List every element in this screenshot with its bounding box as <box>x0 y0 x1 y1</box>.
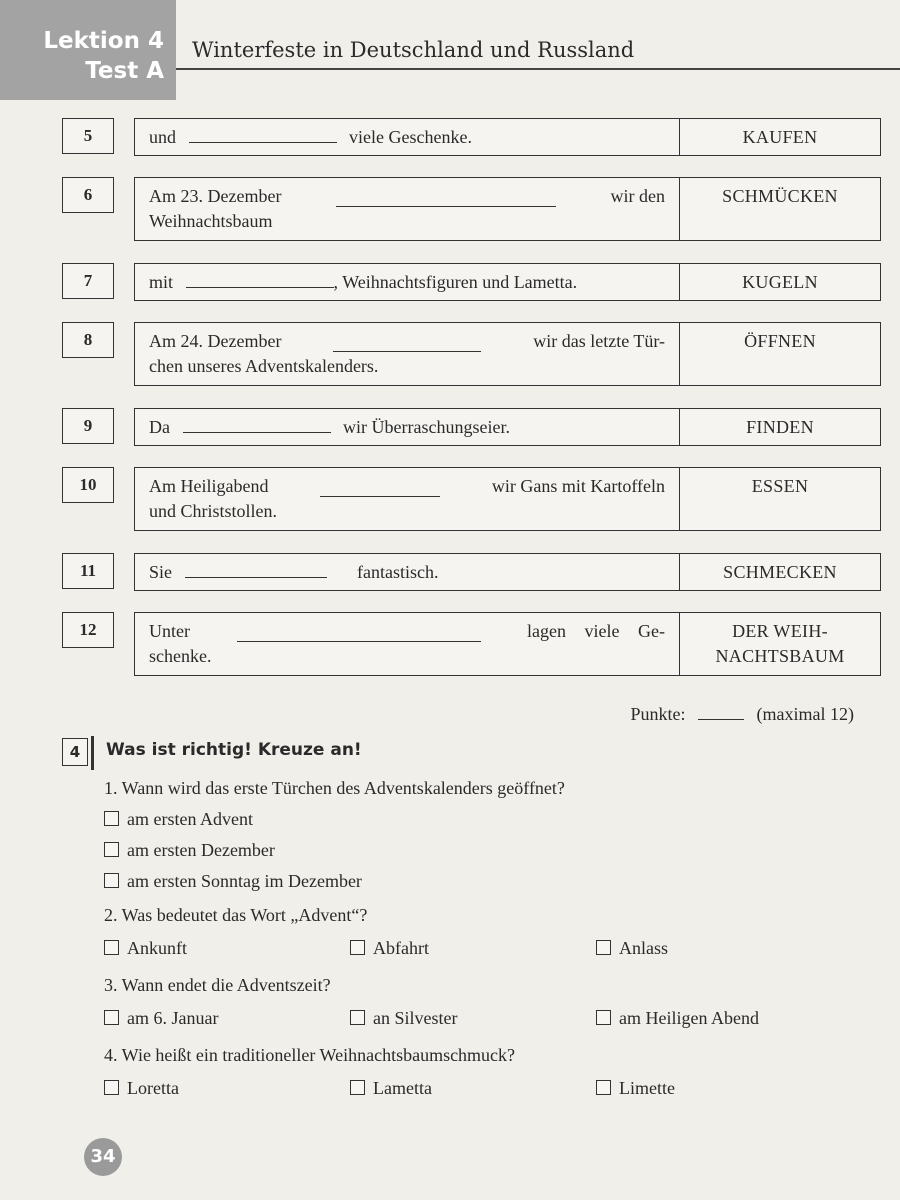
checkbox-icon[interactable] <box>596 1080 611 1095</box>
sentence-cell <box>134 322 680 386</box>
option-label: am ersten Advent <box>127 809 253 829</box>
option-checkbox[interactable] <box>104 938 187 959</box>
page-number: 34 <box>84 1138 122 1176</box>
option-checkbox[interactable] <box>104 840 275 861</box>
option-label: am ersten Dezember <box>127 840 275 860</box>
points-label: Punkte: <box>630 704 686 724</box>
answer-blank[interactable] <box>183 418 331 433</box>
checkbox-icon[interactable] <box>596 940 611 955</box>
verb-cell: ÖFFNEN <box>679 322 881 386</box>
question-1: 1. Wann wird das erste Türchen des Adventskalenders geöffnet? <box>104 778 565 798</box>
test-label: Test A <box>85 58 164 84</box>
option-label: Anlass <box>619 938 668 958</box>
lesson-tab <box>0 0 176 100</box>
option-label: am ersten Sonntag im Dezember <box>127 871 362 891</box>
page-title: Winterfeste in Deutschland und Russland <box>192 38 635 62</box>
row-number: 7 <box>62 263 114 299</box>
option-label: Ankunft <box>127 938 187 958</box>
sentence-cell <box>134 263 680 301</box>
verb-cell: SCHMECKEN <box>679 553 881 591</box>
option-label: am Heiligen Abend <box>619 1008 759 1028</box>
checkbox-icon[interactable] <box>350 1010 365 1025</box>
verb-cell: KAUFEN <box>679 118 881 156</box>
sentence-cell <box>134 408 680 446</box>
sentence-before: Unter <box>149 621 190 641</box>
answer-blank[interactable] <box>186 273 334 288</box>
option-label: Loretta <box>127 1078 179 1098</box>
sentence-line2: schenke. <box>149 646 212 666</box>
verb-cell: ESSEN <box>679 467 881 531</box>
checkbox-icon[interactable] <box>104 1010 119 1025</box>
checkbox-icon[interactable] <box>350 940 365 955</box>
option-checkbox[interactable] <box>596 1078 675 1099</box>
question-4: 4. Wie heißt ein traditioneller Weihnachtsbaumschmuck? <box>104 1045 516 1065</box>
sentence-cell <box>134 118 680 156</box>
option-checkbox[interactable] <box>350 1008 457 1029</box>
option-checkbox[interactable] <box>104 809 253 830</box>
option-label: Lametta <box>373 1078 432 1098</box>
sentence-line2: und Christstollen. <box>149 501 278 521</box>
sentence-before: Am Heiligabend <box>149 476 269 496</box>
sentence-line2: Weihnachtsbaum <box>149 211 273 231</box>
sentence-after: lagen viele Ge- <box>527 621 665 641</box>
sentence-cell <box>134 467 680 531</box>
lesson-label: Lektion 4 <box>43 28 164 54</box>
checkbox-icon[interactable] <box>104 940 119 955</box>
row-number: 10 <box>62 467 114 503</box>
task-title: Was ist richtig! Kreuze an! <box>106 740 362 760</box>
answer-blank[interactable] <box>185 563 327 578</box>
option-checkbox[interactable] <box>596 938 668 959</box>
header-divider <box>176 68 900 70</box>
sentence-cell <box>134 553 680 591</box>
option-label: Abfahrt <box>373 938 429 958</box>
sentence-after: viele Geschenke. <box>349 127 472 147</box>
sentence-before: Am 24. Dezember <box>149 331 282 351</box>
sentence-after: fantastisch. <box>357 562 439 582</box>
sentence-after: wir Gans mit Kartoffeln <box>491 476 665 496</box>
answer-blank[interactable] <box>189 128 337 143</box>
verb-line2: NACHTSBAUM <box>715 646 845 666</box>
checkbox-icon[interactable] <box>104 842 119 857</box>
row-number: 5 <box>62 118 114 154</box>
points-max: (maximal 12) <box>756 704 854 724</box>
sentence-after: , Weihnachtsfiguren und Lametta. <box>333 272 578 292</box>
points-line <box>631 704 855 725</box>
sentence-before: Da <box>149 417 170 437</box>
sentence-after: wir Überraschungseier. <box>343 417 510 437</box>
sentence-after: wir das letzte Tür- <box>533 331 665 351</box>
option-checkbox[interactable] <box>350 1078 432 1099</box>
checkbox-icon[interactable] <box>104 1080 119 1095</box>
verb-line1: DER WEIH- <box>732 621 828 641</box>
sentence-before: mit <box>149 272 174 292</box>
option-label: am 6. Januar <box>127 1008 219 1028</box>
checkbox-icon[interactable] <box>104 811 119 826</box>
option-checkbox[interactable] <box>596 1008 759 1029</box>
verb-cell <box>679 612 881 676</box>
option-checkbox[interactable] <box>104 871 362 892</box>
checkbox-icon[interactable] <box>104 873 119 888</box>
verb-cell: KUGELN <box>679 263 881 301</box>
sentence-cell <box>134 612 680 676</box>
question-2: 2. Was bedeutet das Wort „Advent“? <box>104 905 368 925</box>
row-number: 8 <box>62 322 114 358</box>
answer-blank[interactable] <box>237 627 481 642</box>
option-label: Limette <box>619 1078 675 1098</box>
task-number-badge: 4 <box>62 738 88 766</box>
sentence-after: wir den <box>610 186 665 206</box>
sentence-before: und <box>149 127 176 147</box>
points-blank[interactable] <box>698 705 744 720</box>
option-checkbox[interactable] <box>350 938 429 959</box>
verb-cell: SCHMÜCKEN <box>679 177 881 241</box>
sentence-before: Sie <box>149 562 173 582</box>
verb-cell: FINDEN <box>679 408 881 446</box>
answer-blank[interactable] <box>320 482 440 497</box>
option-checkbox[interactable] <box>104 1078 179 1099</box>
sentence-cell <box>134 177 680 241</box>
checkbox-icon[interactable] <box>350 1080 365 1095</box>
row-number: 12 <box>62 612 114 648</box>
answer-blank[interactable] <box>333 337 481 352</box>
question-3: 3. Wann endet die Adventszeit? <box>104 975 331 995</box>
row-number: 11 <box>62 553 114 589</box>
row-number: 6 <box>62 177 114 213</box>
checkbox-icon[interactable] <box>596 1010 611 1025</box>
row-number: 9 <box>62 408 114 444</box>
option-checkbox[interactable] <box>104 1008 218 1029</box>
option-label: an Silvester <box>373 1008 458 1028</box>
sentence-line2: chen unseres Adventskalenders. <box>149 356 379 376</box>
sentence-before: Am 23. Dezember <box>149 186 282 206</box>
answer-blank[interactable] <box>336 192 556 207</box>
